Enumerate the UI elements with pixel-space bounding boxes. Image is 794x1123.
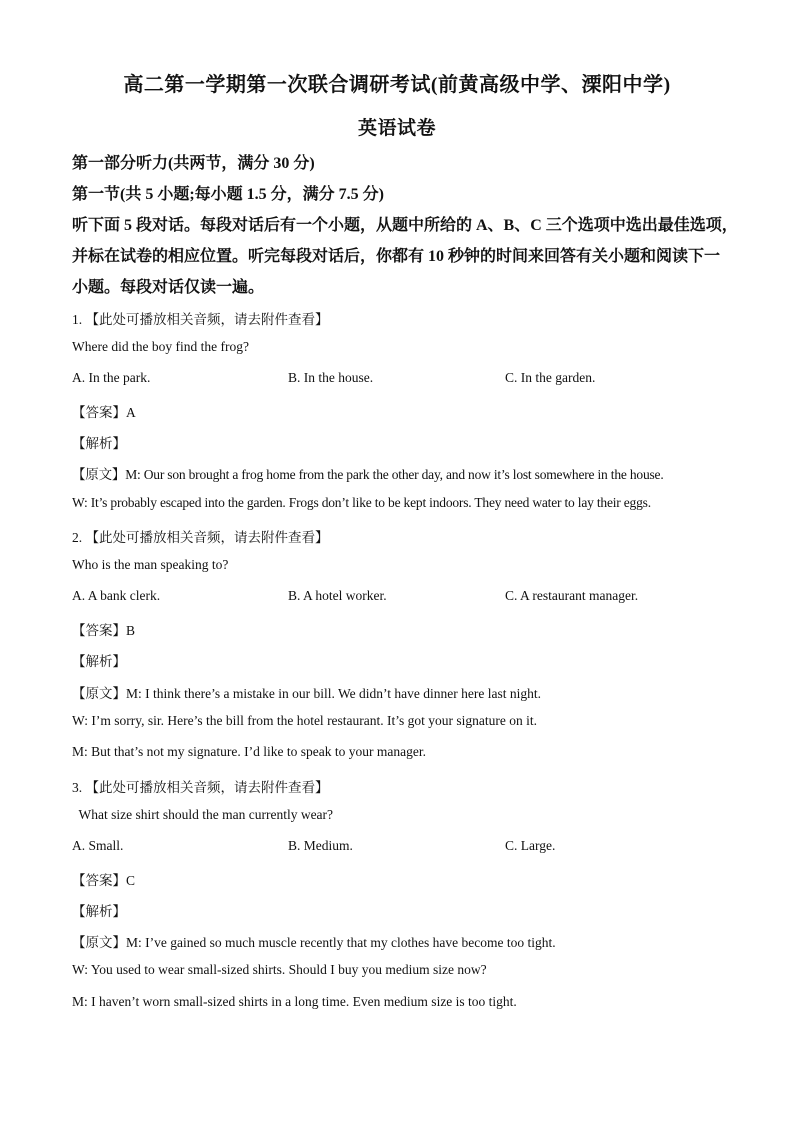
instructions-line-3: 小题。每段对话仅读一遍。 xyxy=(72,279,265,296)
question-1-transcript-1: 【原文】M: Our son brought a frog home from the park the other day, and now it’s lost somewhere in the house. xyxy=(72,467,664,482)
question-1-answer: 【答案】A xyxy=(72,405,136,420)
exam-title: 高二第一学期第一次联合调研考试(前黄高级中学、溧阳中学) xyxy=(123,74,671,96)
instructions-line-2: 并标在试卷的相应位置。听完每段对话后，你都有 10 秒钟的时间来回答有关小题和阅读下一 xyxy=(72,248,721,265)
question-1-header: 1. 【此处可播放相关音频，请去附件查看】 xyxy=(72,312,329,327)
question-1-option-c: C. In the garden. xyxy=(505,370,596,385)
section-part-heading: 第一部分听力(共两节，满分 30 分) xyxy=(72,155,315,172)
question-2-answer: 【答案】B xyxy=(72,623,136,638)
question-1-transcript-2: W: It’s probably escaped into the garden. Frogs don’t like to be kept indoors. They need water to lay their eggs. xyxy=(72,495,651,510)
question-3-transcript-2: W: You used to wear small-sized shirts. Should I buy you medium size now? xyxy=(72,962,487,977)
question-3-option-b: B. Medium. xyxy=(288,838,353,853)
question-3-option-c: C. Large. xyxy=(505,838,556,853)
question-1-text: Where did the boy find the frog? xyxy=(72,339,249,354)
question-2-analysis: 【解析】 xyxy=(72,654,126,669)
section-sub-heading: 第一节(共 5 小题;每小题 1.5 分，满分 7.5 分) xyxy=(72,186,384,203)
question-1-option-b: B. In the house. xyxy=(288,370,374,385)
question-1-option-a: A. In the park. xyxy=(72,370,151,385)
question-3-header: 3. 【此处可播放相关音频，请去附件查看】 xyxy=(72,780,329,795)
question-1-analysis: 【解析】 xyxy=(72,436,126,451)
question-3-option-a: A. Small. xyxy=(72,838,124,853)
question-3-answer: 【答案】C xyxy=(72,873,136,888)
question-3-transcript-3: M: I haven’t worn small-sized shirts in a long time. Even medium size is too tight. xyxy=(72,994,517,1009)
instructions-line-1: 听下面 5 段对话。每段对话后有一个小题，从题中所给的 A、B、C 三个选项中选出最佳选项， xyxy=(72,217,738,234)
question-2-option-c: C. A restaurant manager. xyxy=(505,588,639,603)
question-2-option-a: A. A bank clerk. xyxy=(72,588,161,603)
question-2-text: Who is the man speaking to? xyxy=(72,557,229,572)
exam-subtitle: 英语试卷 xyxy=(357,118,436,139)
question-3-text: What size shirt should the man currently wear? xyxy=(72,807,334,822)
question-2-header: 2. 【此处可播放相关音频，请去附件查看】 xyxy=(72,530,329,545)
question-2-option-b: B. A hotel worker. xyxy=(288,588,387,603)
question-3-analysis: 【解析】 xyxy=(72,904,126,919)
question-2-transcript-1: 【原文】M: I think there’s a mistake in our bill. We didn’t have dinner here last night. xyxy=(72,686,541,701)
question-2-transcript-3: M: But that’s not my signature. I’d like to speak to your manager. xyxy=(72,744,426,759)
question-2-transcript-2: W: I’m sorry, sir. Here’s the bill from the hotel restaurant. It’s got your signature on it. xyxy=(72,713,538,728)
question-3-transcript-1: 【原文】M: I’ve gained so much muscle recently that my clothes have become too tight. xyxy=(72,935,556,950)
